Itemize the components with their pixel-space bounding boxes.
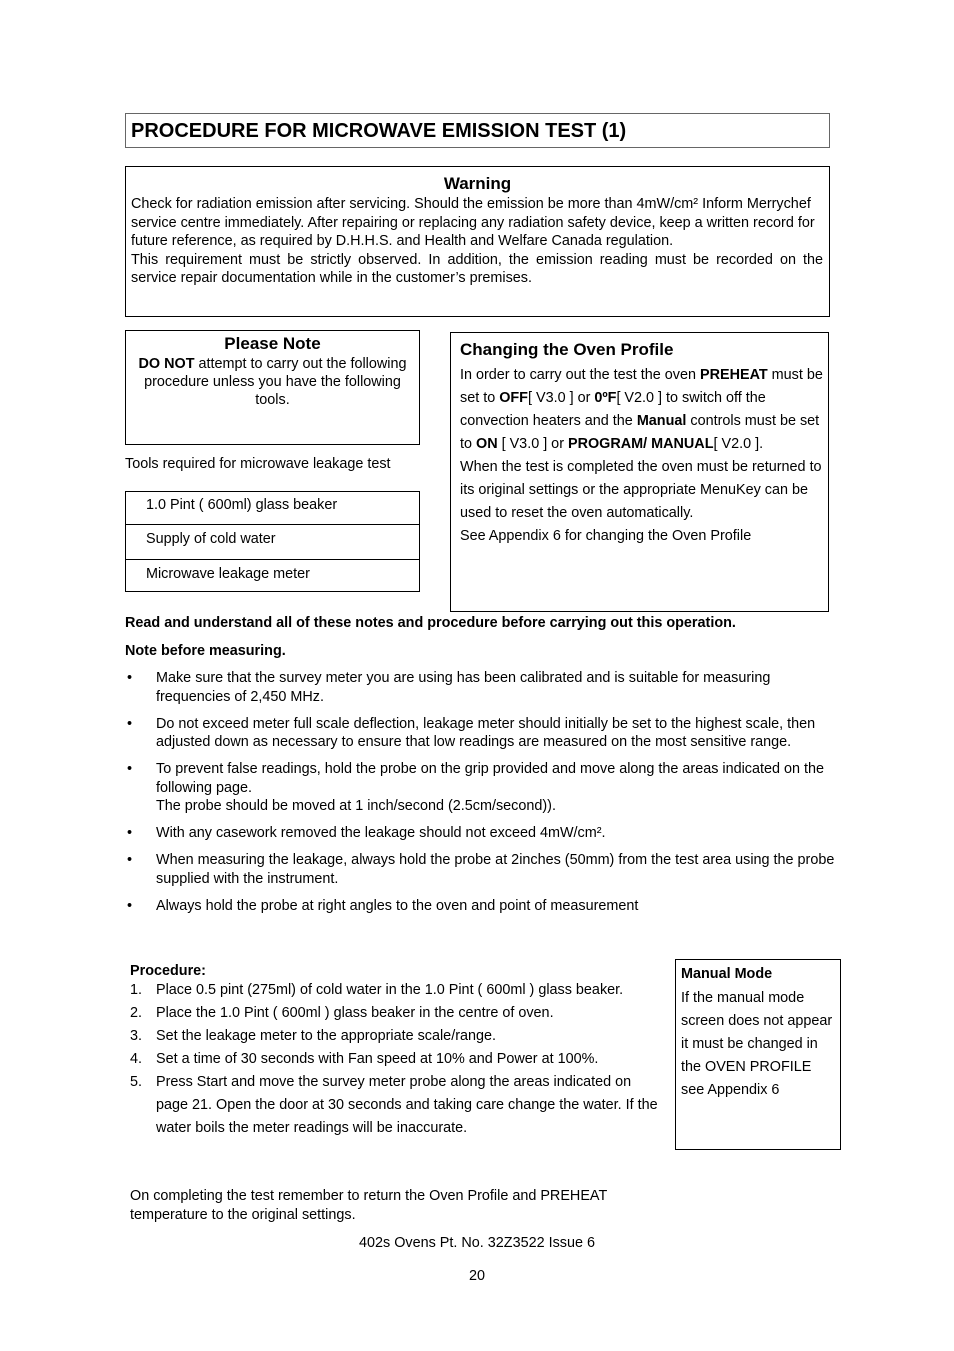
procedure-footer: On completing the test remember to return the Oven Profile and PREHEAT temperature to the original settings.	[130, 1188, 607, 1223]
oven-profile-paragraph-2: When the test is completed the oven must be returned to its original settings or the appropriate MenuKey can be used to reset the oven automatically.	[460, 459, 822, 521]
list-item	[130, 1002, 660, 1025]
bullet-icon: •	[127, 897, 133, 914]
list-item	[130, 1071, 660, 1140]
program-manual-label: PROGRAM/ MANUAL	[567, 436, 714, 452]
oven-profile-box	[450, 332, 829, 612]
text-run: must be set to	[460, 367, 823, 406]
warning-box	[125, 166, 830, 317]
text-run: [ V2.0 ].	[713, 436, 764, 452]
document-footer: 402s Ovens Pt. No. 32Z3522 Issue 6	[359, 1235, 595, 1251]
bullet-text: Always hold the probe at right angles to the oven and point of measurement	[156, 897, 639, 914]
tools-caption: Tools required for microwave leakage test	[125, 456, 391, 472]
manual-label: Manual	[636, 413, 687, 429]
oven-profile-text	[460, 364, 824, 548]
list-item	[125, 669, 835, 706]
off-label: OFF	[499, 390, 528, 406]
text-run: controls must be set to	[460, 413, 820, 452]
step-text: Place 0.5 pint (275ml) of cold water in the 1.0 Pint ( 600ml ) glass beaker.	[156, 982, 624, 998]
note-before-heading: Note before measuring.	[125, 643, 286, 659]
bullet-text: The probe should be moved at 1 inch/second (2.5cm/second)).	[156, 798, 556, 814]
bullet-text: Make sure that the survey meter you are using has been calibrated and is suitable for measuring frequencies of 2,450 MHz.	[156, 670, 771, 705]
preheat-label: PREHEAT	[699, 367, 768, 383]
step-text: Place the 1.0 Pint ( 600ml ) glass beaker in the centre of oven.	[156, 1005, 554, 1021]
text-run: [ V3.0 ] or	[497, 436, 568, 452]
please-note-heading: Please Note	[224, 334, 321, 353]
on-label: ON	[476, 436, 498, 452]
please-note-body: attempt to carry out the following procedure unless you have the following tools.	[144, 356, 407, 408]
list-item	[125, 897, 835, 916]
warning-paragraph-1: Check for radiation emission after servicing. Should the emission be more than 4mW/cm² Inform Merrychef service centre immediately. After repairing or replacing any radiation safety device, keep a written record for future reference, as required by D.H.H.S. and Health and Welfare Canada regulation.	[131, 196, 815, 249]
zero-f-label: 0ºF	[594, 390, 617, 406]
tool-item: Microwave leakage meter	[146, 566, 310, 582]
list-item	[125, 824, 835, 843]
bullet-icon: •	[127, 670, 133, 686]
bullet-icon: •	[127, 715, 133, 732]
page-title: PROCEDURE FOR MICROWAVE EMISSION TEST (1)	[131, 120, 627, 142]
procedure-steps	[130, 979, 660, 1140]
text-run: [ V3.0 ] or	[527, 390, 595, 406]
list-item	[130, 1025, 660, 1048]
step-number: 4.	[130, 1051, 143, 1067]
please-note-text	[134, 355, 411, 409]
manual-mode-text: If the manual mode screen does not appear it must be changed in the OVEN PROFILE see Appendix 6	[681, 990, 833, 1098]
manual-mode-heading: Manual Mode	[681, 966, 773, 982]
step-text: Set a time of 30 seconds with Fan speed at 10% and Power at 100%.	[156, 1051, 599, 1067]
list-item	[125, 851, 835, 888]
step-number: 1.	[130, 982, 143, 998]
warning-text	[131, 195, 823, 288]
read-notice: Read and understand all of these notes and procedure before carrying out this operation.	[125, 615, 736, 631]
manual-mode-box	[675, 959, 841, 1150]
warning-heading: Warning	[443, 174, 512, 193]
bullet-text: To prevent false readings, hold the probe on the grip provided and move along the areas indicated on the following page.	[156, 761, 825, 796]
step-number: 2.	[130, 1005, 143, 1021]
bullet-icon: •	[127, 761, 133, 777]
please-note-box	[125, 330, 420, 445]
tool-item: 1.0 Pint ( 600ml) glass beaker	[126, 492, 419, 525]
step-number: 3.	[130, 1028, 143, 1044]
oven-profile-heading: Changing the Oven Profile	[460, 340, 674, 359]
tools-table	[125, 491, 420, 592]
measurement-notes-list	[125, 669, 835, 924]
bullet-icon: •	[127, 825, 133, 841]
title-box	[125, 113, 830, 148]
oven-profile-paragraph-1	[460, 364, 824, 456]
procedure-heading: Procedure:	[130, 963, 206, 979]
step-number: 5.	[130, 1074, 143, 1090]
step-text: Set the leakage meter to the appropriate scale/range.	[156, 1028, 496, 1044]
warning-paragraph-2: This requirement must be strictly observed. In addition, the emission reading must be recorded on the service repair documentation while in the customer’s premises.	[131, 251, 823, 286]
bullet-text: With any casework removed the leakage should not exceed 4mW/cm².	[156, 825, 606, 841]
do-not-label: DO NOT	[138, 356, 195, 372]
list-item	[130, 979, 660, 1002]
step-text: Press Start and move the survey meter probe along the areas indicated on page 21. Open the door at 30 seconds and taking care change the water. If the water boils the meter readings will be inaccurate.	[156, 1074, 658, 1136]
bullet-text: Do not exceed meter full scale deflection, leakage meter should initially be set to the highest scale, then adjusted down as necessary to ensure that low readings are measured on the most sensitive range.	[156, 715, 816, 750]
bullet-text: When measuring the leakage, always hold the probe at 2inches (50mm) from the test area using the probe supplied with the instrument.	[156, 852, 835, 887]
list-item	[125, 715, 835, 752]
tool-item: Supply of cold water	[126, 525, 419, 560]
page-number: 20	[468, 1268, 485, 1284]
bullet-icon: •	[127, 852, 133, 868]
text-run: In order to carry out the test the oven	[460, 367, 700, 383]
oven-profile-paragraph-3: See Appendix 6 for changing the Oven Profile	[460, 528, 752, 544]
list-item	[125, 760, 835, 816]
text-run: [ V2.0 ] to switch off the convection heaters and the	[460, 390, 766, 429]
list-item	[130, 1048, 660, 1071]
